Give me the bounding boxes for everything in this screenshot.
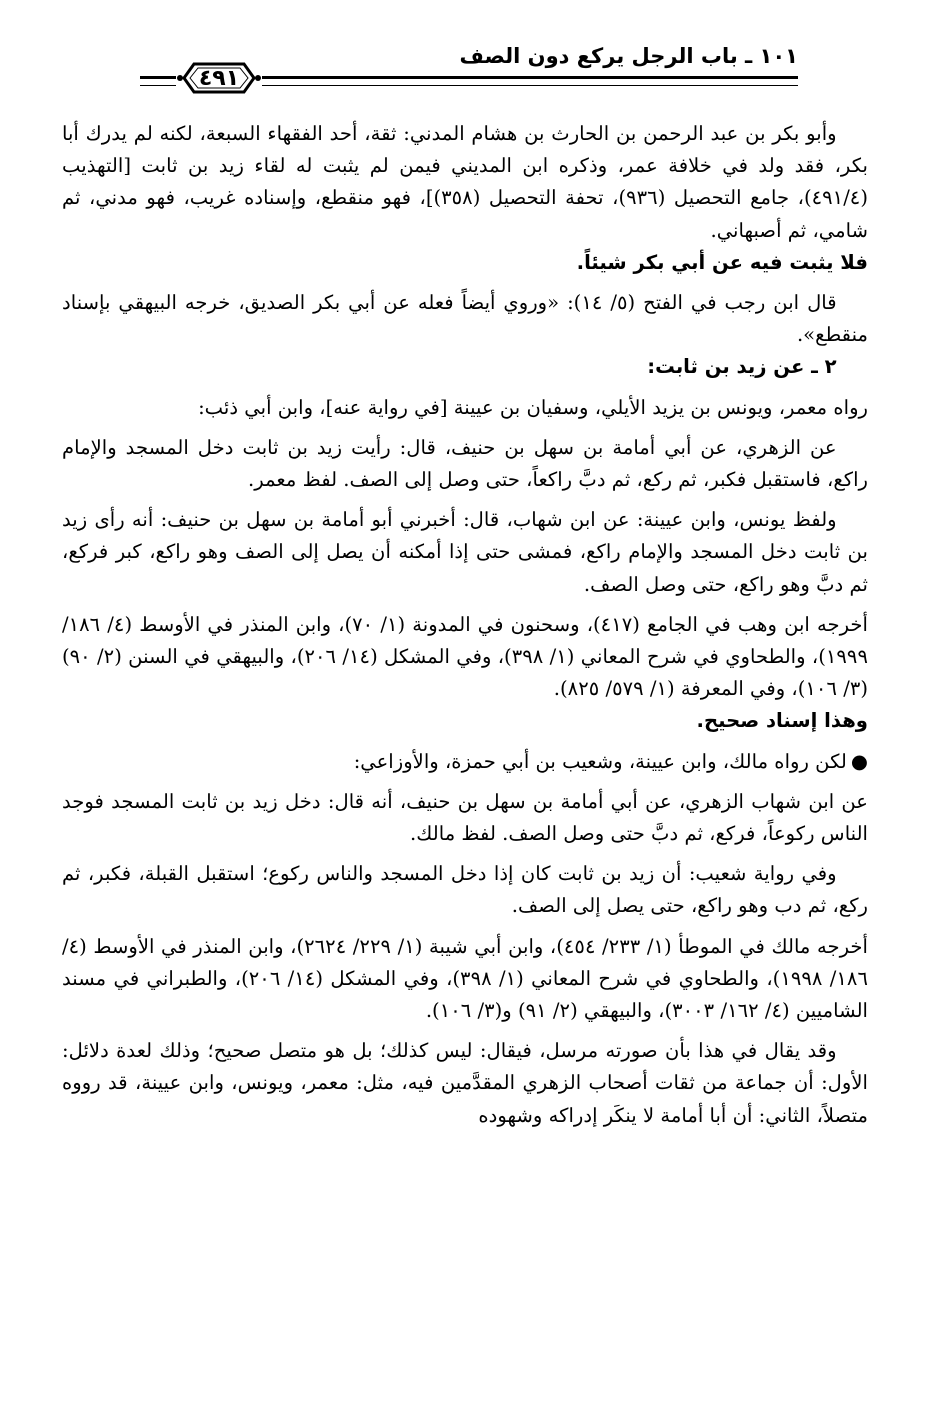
paragraph: عن ابن شهاب الزهري، عن أبي أمامة بن سهل بن حنيف، أنه قال: دخل زيد بن ثابت المسجد فوجد الناس ركوعاً، فركع، ثم دبَّ حتى وصل الصف. لفظ مالك.: [62, 789, 868, 846]
page-number-frame: [176, 60, 262, 96]
paragraph: وفي رواية شعيب: أن زيد بن ثابت كان إذا دخل المسجد والناس ركوع؛ استقبل القبلة، فكبر، ثم ركع، ثم دب وهو راكع، حتى يصل إلى الصف.: [62, 862, 868, 918]
paragraph: رواه معمر، ويونس بن يزيد الأيلي، وسفيان بن عيينة [في رواية عنه]، وابن أبي ذئب:: [198, 395, 868, 419]
header-rule-left: [140, 76, 176, 86]
conclusion-line: فلا يثبت فيه عن أبي بكر شيئاً.: [576, 250, 868, 274]
paragraph: وقد يقال في هذا بأن صورته مرسل، فيقال: ليس كذلك؛ بل هو متصل صحيح؛ وذلك لعدة دلائل: الأول: أن جماعة من ثقات أصحاب الزهري المقدَّمين فيه، مثل: معمر، ويونس، وابن عيينة، قد رووه متصلاً، الثاني: أن أبا أمامة لا ينكَر إدراكه وشهوده: [62, 1039, 868, 1127]
paragraph: أخرجه مالك في الموطأ (١/ ٢٣٣/ ٤٥٤)، وابن أبي شيبة (١/ ٢٢٩/ ٢٦٢٤)، وابن المنذر في الأوسط (٤/ ١٨٦/ ١٩٩٨)، والطحاوي في شرح المعاني (١/ ٣٩٨)، وفي المشكل (١٤/ ٢٠٦)، والطبراني في مسند الشاميين (٤/ ١٦٢/ ٣٠٠٣)، والبيهقي (٢/ ٩١) و(٣/ ١٠٦).: [62, 934, 868, 1023]
paragraph: عن الزهري، عن أبي أمامة بن سهل بن حنيف، قال: رأيت زيد بن ثابت دخل المسجد والإمام راكع، فاستقبل فكبر، ثم ركع، ثم دبَّ راكعاً، حتى وصل إلى الصف. لفظ معمر.: [62, 435, 868, 492]
paragraph: ولفظ يونس، وابن عيينة: عن ابن شهاب، قال: أخبرني أبو أمامة بن سهل بن حنيف: أنه رأى زيد بن ثابت دخل المسجد والإمام راكع، فمشى حتى إذا أمكنه أن يصل إلى الصف وهو راكع، كبر فركع، ثم دبَّ وهو راكع، حتى وصل الصف.: [62, 508, 868, 596]
conclusion-line: وهذا إسناد صحيح.: [696, 709, 868, 733]
section-heading: ٢ ـ عن زيد بن ثابت:: [647, 355, 837, 379]
page-body: [62, 118, 868, 1132]
paragraph: وأبو بكر بن عبد الرحمن بن الحارث بن هشام المدني: ثقة، أحد الفقهاء السبعة، لكنه لم يدرك أبا بكر، فقد ولد في خلافة عمر، وذكره ابن المديني فيمن لم يثبت له لقاء زيد بن ثابت [التهذيب (٤٩١/٤)، جامع التحصيل (٩٣٦)، تحفة التحصيل (٣٥٨)]، فهو منقطع، وإسناده غريب، فهو مدني، ثم شامي، ثم أصبهاني.: [62, 122, 868, 242]
page-number: ٤٩١: [198, 65, 240, 91]
paragraph: أخرجه ابن وهب في الجامع (٤١٧)، وسحنون في المدونة (١/ ٧٠)، وابن المنذر في الأوسط (٤/ ١٨٦/ ١٩٩٩)، والطحاوي في شرح المعاني (١/ ٣٩٨)، وفي المشكل (١٤/ ٢٠٦)، والبيهقي في السنن (٢/ ٩٠) (٣/ ١٠٦)، وفي المعرفة (١/ ٥٧٩/ ٨٢٥).: [62, 612, 868, 701]
page-header: [62, 0, 866, 91]
paragraph: لكن رواه مالك، وابن عيينة، وشعيب بن أبي حمزة، والأوزاعي:: [353, 749, 847, 773]
bullet-icon: ●: [850, 749, 868, 773]
chapter-title: ١٠١ ـ باب الرجل يركع دون الصف: [459, 44, 798, 68]
header-rule: [262, 76, 798, 86]
paragraph: قال ابن رجب في الفتح (٥/ ١٤): «وروي أيضاً فعله عن أبي بكر الصديق، خرجه البيهقي بإسناد منقطع».: [62, 291, 868, 347]
